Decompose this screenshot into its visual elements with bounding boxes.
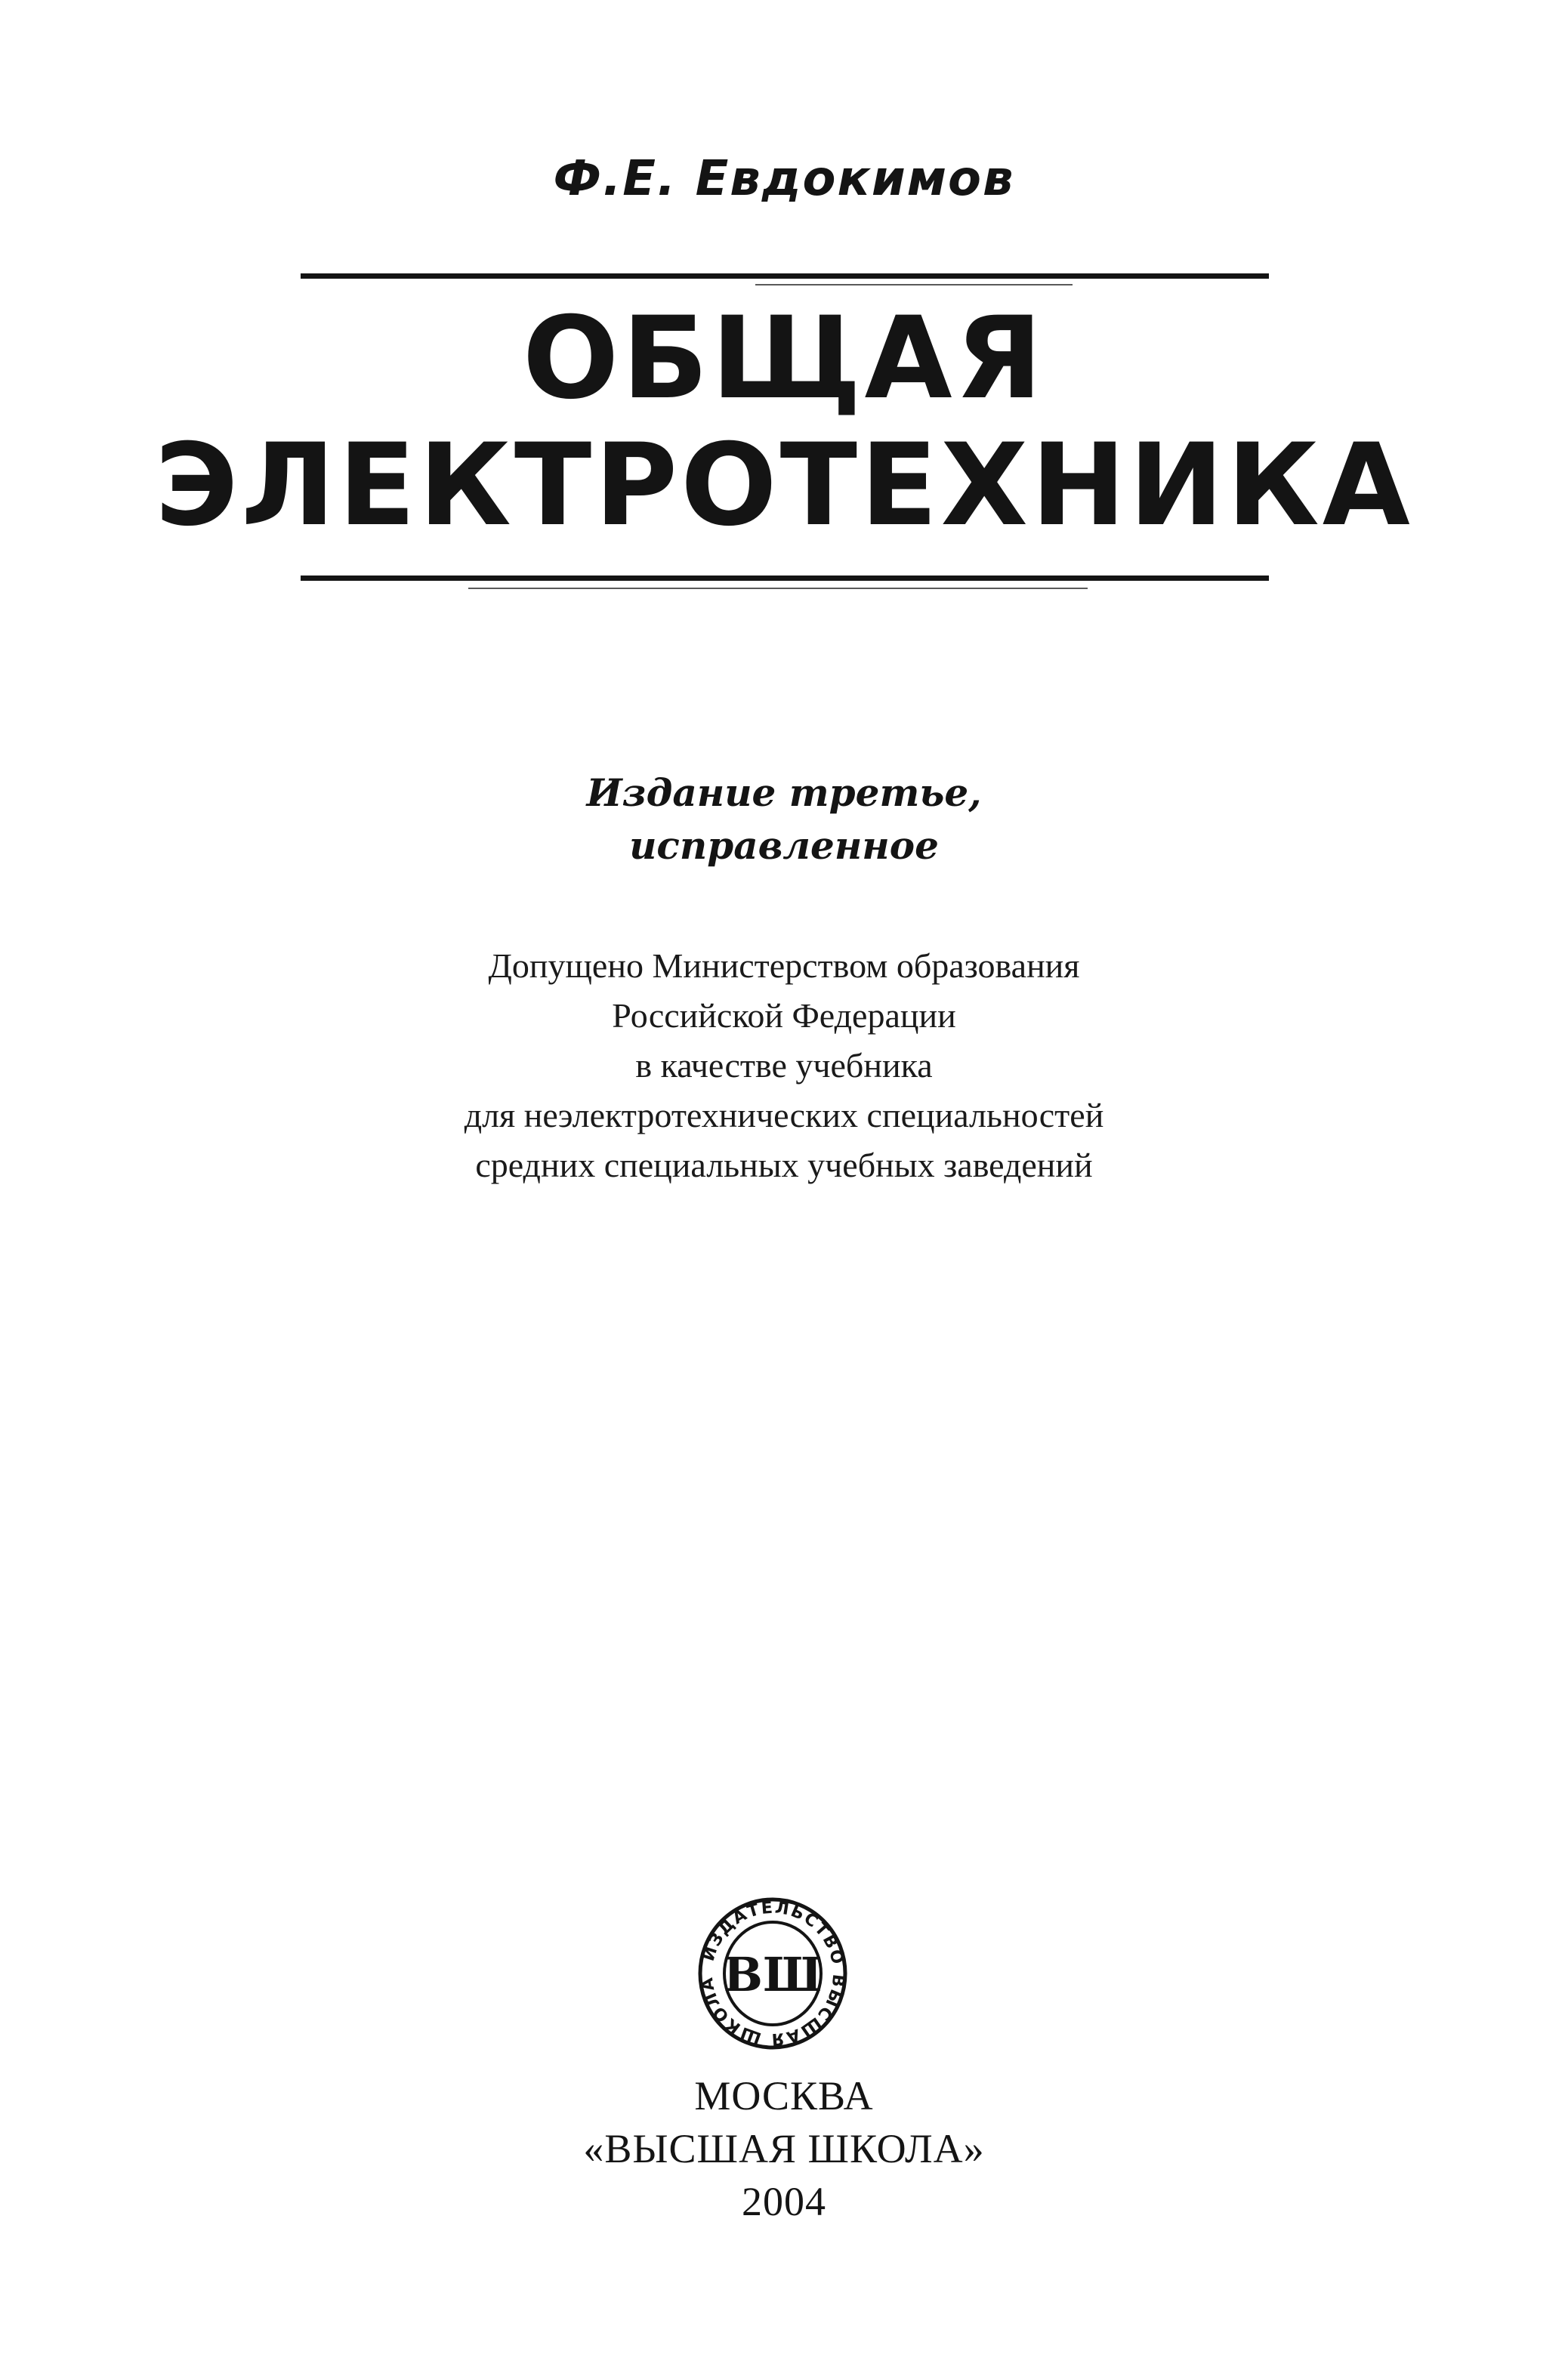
top-rule-shadow [755, 284, 1073, 285]
author-name: Ф.Е. Евдокимов [553, 151, 1015, 207]
bottom-rule-shadow [468, 588, 1088, 589]
approval-line-4: для неэлектротехнических специальностей [464, 1096, 1104, 1134]
imprint-publisher: «ВЫСШАЯ ШКОЛА» [583, 2126, 985, 2171]
emblem-ring-text: ИЗДАТЕЛЬСТВО ВЫСШАЯ ШКОЛА [697, 1898, 848, 2049]
approval-line-2: Российской Федерации [612, 996, 956, 1035]
top-rule [301, 273, 1269, 279]
approval-line-3: в качестве учебника [635, 1046, 933, 1085]
approval-line-5: средних специальных учебных заведений [475, 1146, 1093, 1184]
bottom-rule [301, 576, 1269, 581]
edition-line-1: Издание третье, [586, 770, 982, 815]
book-title-line-2: ЭЛЕКТРОТЕХНИКА [155, 420, 1413, 551]
publisher-emblem [693, 1894, 852, 2053]
approval-line-1: Допущено Министерством образования [488, 946, 1080, 985]
book-title-line-1: ОБЩАЯ [522, 293, 1046, 424]
imprint-year: 2004 [742, 2179, 826, 2224]
edition-line-2: исправленное [629, 823, 939, 868]
imprint-city: МОСКВА [694, 2073, 874, 2118]
emblem-monogram: ВШ [723, 1947, 823, 2002]
